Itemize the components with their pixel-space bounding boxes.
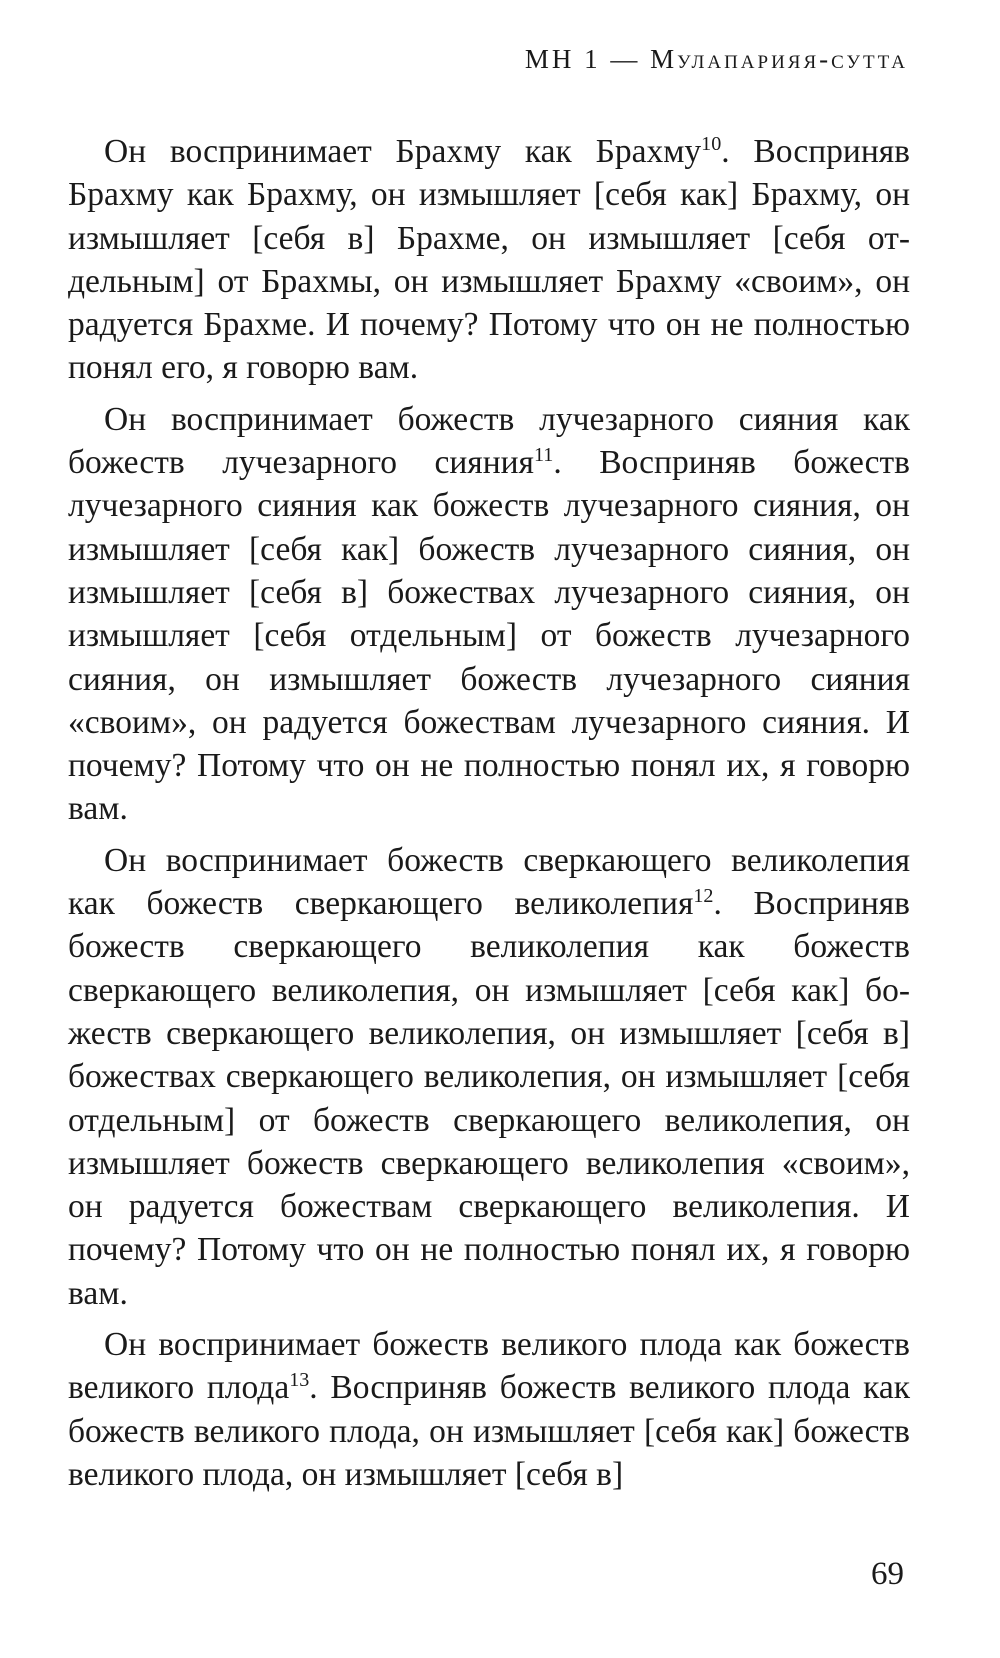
paragraph-1 <box>68 130 910 390</box>
paragraph-text: Он воспринимает божеств великого плода как божеств великого плода <box>68 1326 910 1407</box>
footnote-ref-11: 11 <box>533 443 554 466</box>
paragraph-text: . Восприняв божеств великого плода как божеств великого плода, он измышляет [себя как] божеств великого плода, он измышляет [себя в] <box>68 1369 910 1493</box>
paragraph-text: Он воспринимает божеств сверкающего великолепия как божеств сверкающего великолепия <box>68 841 910 923</box>
paragraph-text: Он воспринимает божеств лучезарного сияния как божеств лучезарного сияния <box>68 400 910 482</box>
paragraph-text: . Восприняв Брахму как Брахму, он измышляет [себя как] Брахму, он измышляет [себя в] Брахме, он измышляет [себя отдельным] от Брахмы, он измышляет Брахму «своим», он радуется Брахме. И почему? Потому что он не полностью понял его, я говорю вам. <box>68 133 910 387</box>
paragraph-4 <box>68 1323 910 1496</box>
running-head: МН 1 — Мулапарияя-сутта <box>524 44 908 74</box>
page-number: 69 <box>871 1556 904 1592</box>
body-text <box>68 130 910 1504</box>
paragraph-3 <box>68 839 910 1315</box>
paragraph-2 <box>68 398 910 831</box>
footnote-ref-10: 10 <box>701 132 722 155</box>
footnote-ref-12: 12 <box>693 884 714 907</box>
paragraph-text: Он воспринимает Брахму как Брахму <box>104 133 702 170</box>
footnote-ref-13: 13 <box>289 1369 310 1392</box>
paragraph-text: . Восприняв божеств лучезарного сияния как божеств лучезарного сияния, он измышляет [себя как] божеств лучезарного сияния, он измышляет [себя в] божествах лучезарного сияния, он измышляет [себя отдельным] от божеств лучезарного сияния, он измышляет божеств лучезарного сияния «своим», он радуется божествам лучезарного сияния. И почему? Потому что он не полностью понял их, я говорю вам. <box>68 444 910 828</box>
paragraph-text: . Восприняв божеств сверкающего великолепия как божеств сверкающего великолепия, он измышляет [себя как] божеств сверкающего великолепия, он измышляет [себя в] божествах сверкающего великолепия, он измышляет [себя отдельным] от божеств сверкающего великолепия, он измышляет божеств сверкающего великолепия «своим», он радуется божествам сверкающего великолепия. И почему? Потому что он не полностью понял их, я говорю вам. <box>68 885 910 1312</box>
